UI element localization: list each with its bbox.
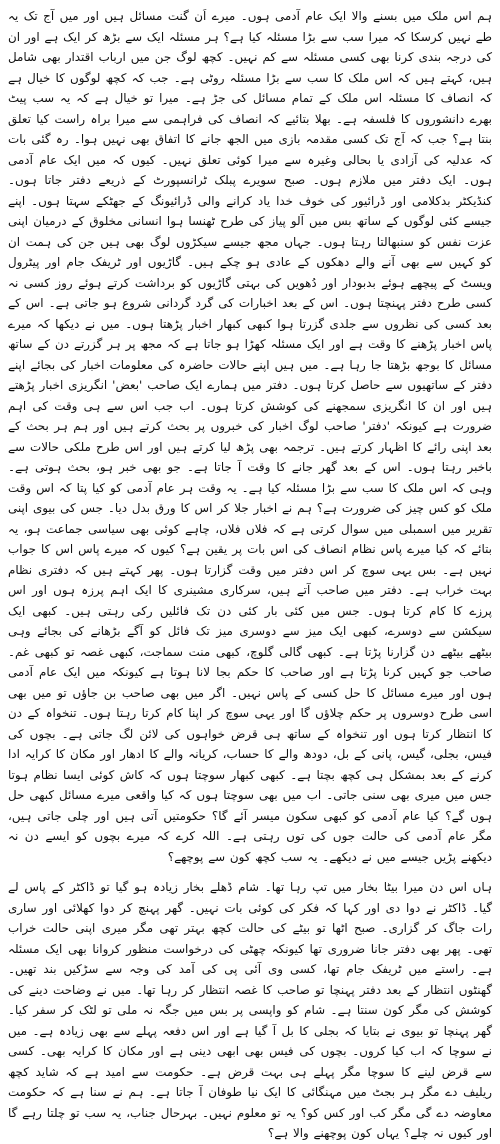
paragraph-1: ہم اس ملک میں بسنے والا ایک عام آدمی ہوں۔ میرے اَن گنت مسائل ہیں اور میں آج تک یہ طے نہیں کرسکا کہ میرا سب سے بڑا مسئلہ کیا ہے؟ ہر مسئلہ ایک سے بڑھ کر ایک ہے اور ان کی درجہ بندی کرنا بھی کسی مسئلہ سے کم نہیں۔ کچھ لوگ جن میں ارباب اقتدار بھی شامل ہیں، کہتے ہیں کہ اس ملک کا سب سے بڑا مسئلہ روٹی ہے۔ جب کہ کچھ لوگوں کا خیال ہے کہ انصاف کا مسئلہ اس ملک کے تمام مسائل کی جڑ ہے۔ میرا تو خیال ہے کہ یہ سب پیٹ بھرے دانشوروں کا فلسفہ ہے۔ بھلا بتائیے کہ انصاف کی فراہمی سے میرا براہ راست کیا تعلق بنتا ہے؟ جب کہ آج تک کسی مقدمہ بازی میں الجھ جانے کا اتفاق بھی نہیں ہوا۔ رہ گئی بات کہ عدلیہ کی آزادی یا بحالی وغیرہ سے میرا کوئی تعلق نہیں۔ کیوں کہ میں ایک عام آدمی ہوں۔ ایک دفتر میں ملازم ہوں۔ صبح سویرے پبلک ٹرانسپورٹ کے ذریعے دفتر جاتا ہوں۔ کنڈیکٹر بدکلامی اور ڈرائیور کی خوف خدا یاد کرانے والی ڈرائیونگ کے جھٹکے سہتا ہوں۔ اپنے جیسے کئی لوگوں کے ساتھ بس میں آلو پیاز کی طرح ٹھنسا ہوا انسانی مخلوق کے درمیان اپنی عزت نفس کو سنبھالتا رہتا ہوں۔ جہاں مجھ جیسے سیکڑوں لوگ بھی ہیں جن کی ہمت ان کو کہیں سے بھی آنے والے دھکوں کے عادی ہو چکے ہیں۔ گاڑیوں اور ٹریفک جام اور پیٹرول ویسٹ کے پیچھے ہوئے بدبودار اور دُھویں کی بہتی گاڑیوں کو برداشت کرتے ہوئے روز کسی نہ کسی طرح دفتر پہنچتا ہوں۔ اس کے بعد اخبارات کی گرد گردانی شروع ہو جاتی ہے۔ اس کے بعد کسی کی نظروں سے جلدی گزرتا ہوا کبھی کبھار اخبار پڑھتا ہوں۔ میں نے دیکھا کہ میرے پاس اخبار پڑھنے کا وقت ہے اور ایک مسئلہ کھڑا ہو جاتا ہے کہ مجھ پر ہر گزرتے دن کے ساتھ مسائل کا بوجھ بڑھتا جا رہا ہے۔ میں ہیں اپنے حالات حاضرہ کی معلومات اخبار کی بجائے اپنے دفتر کے ساتھیوں سے حاصل کرتا ہوں۔ دفتر میں ہمارے ایک صاحب 'بعض' انگریزی اخبار پڑھتے ہیں اور ان کا انگریزی سمجھنے کی کوشش کرتا ہوں۔ اب جب اس سے ہی وقت کی اہم ضرورت ہے کیونکہ 'دفتر' صاحب لوگ اخبار کی خبروں پر بحث کرتے ہیں اور ہم ہر بحث کے بعد اپنی رائے کا اظہار کرتے ہیں۔ ترجمہ بھی پڑھ لیا کرتے ہیں اور اس طرح ملکی حالات سے باخبر رہتا ہوں۔ اس کے بعد گھر جانے کا وقت آ جاتا ہے۔ جو بھی خبر ہو، بحث ہوتی ہے۔ وہی کہ اس ملک کا سب سے بڑا مسئلہ کیا ہے۔ یہ وقت ہر عام آدمی کو کیا پتا کہ اس وقت ملک کو کس چیز کی ضرورت ہے؟ ہم نے اخبار جلا کر اس کا ورق بدل دیا۔ جس کی بیوی اپنی تقریر میں اسمبلی میں سوال کرتی ہے کہ فلاں فلاں، چاہے کوئی بھی سیاسی جماعت ہو، یہ بتائے کہ کیا میرے پاس نظام انصاف کی اس بات پر یقین ہے؟ کیوں کہ میرے پاس اس کا جواب نہیں ہے۔ بس یہی سوچ کر اس دفتر میں وقت گزارتا ہوں۔ پھر کہتے ہیں کہ دفتری نظام بہت خراب ہے۔ دفتر میں صاحب آتے ہیں، سرکاری مشینری کا ایک اہم پرزہ ہوں اور اس پرزے کا کام کرتا ہوں۔ جس میں کئی بار کئی دن تک فائلیں رکی رہتی ہیں۔ کبھی ایک سیکشن سے دوسرے، کبھی ایک میز سے دوسری میز تک فائل کو آگے بڑھانے کی بجائے وہی بیٹھے بیٹھے دن گزارنا پڑتا ہے۔ کبھی گالی گلوچ، کبھی منت سماجت، کبھی غصہ تو کبھی غم۔ صاحب جو کہیں کرنا پڑتا ہے اور صاحب کا حکم بجا لانا ہوتا ہے کیونکہ میں ایک عام آدمی ہوں اور میرے مسائل کا حل کسی کے پاس نہیں۔ اگر میں بھی صاحب بن جاؤں تو میں بھی اسی طرح دوسروں پر حکم چلاؤں گا اور یہی سوچ کر اپنا کام کرتا رہتا ہوں۔ تنخواہ کے دن کا انتظار کرتا ہوں اور تنخواہ کے ساتھ ہی قرض خواہوں کی لائن لگ جاتی ہے۔ بچوں کی فیس، بجلی، گیس، پانی کے بل، دودھ والے کا حساب، کریانہ والے کا ادھار اور مکان کا کرایہ ادا کرنے کے بعد بمشکل ہی کچھ بچتا ہے۔ کبھی کبھار سوچتا ہوں کہ کاش کوئی ایسا نظام ہوتا جس میں میری بھی سنی جاتی۔ اب میں بھی سوچتا ہوں کہ کیا واقعی میرے مسائل کبھی حل ہوں گے؟ کیا عام آدمی کو کبھی سکون میسر آئے گا؟ حکومتیں آتی ہیں اور چلی جاتی ہیں، مگر عام آدمی کی حالت جوں کی توں رہتی ہے۔ اللہ کرے کہ میرے بچوں کو ایسے دن نہ دیکھنے پڑیں جیسے میں نے دیکھے۔ یہ سب کچھ کون سے پوچھے؟ bbox=[8, 9, 492, 864]
paragraph-2: ہاں اس دن میرا بیٹا بخار میں تپ رہا تھا۔ شام ڈھلے بخار زیادہ ہو گیا تو ڈاکٹر کے پاس لے گیا۔ ڈاکٹر نے دوا دی اور کہا کہ فکر کی کوئی بات نہیں۔ گھر پہنچ کر دوا کھلائی اور ساری رات جاگ کر گزاری۔ صبح اٹھا تو بیٹے کی حالت کچھ بہتر تھی مگر میری اپنی حالت خراب تھی۔ پھر بھی دفتر جانا ضروری تھا کیونکہ چھٹی کی درخواست منظور کروانا بھی ایک مسئلہ ہے۔ راستے میں ٹریفک جام تھا، کسی وی آئی پی کی آمد کی وجہ سے سڑکیں بند تھیں۔ گھنٹوں انتظار کے بعد دفتر پہنچا تو صاحب کا غصہ انتظار کر رہا تھا۔ میں نے وضاحت دینے کی کوشش کی مگر کون سنتا ہے۔ شام کو واپسی پر بس میں جگہ نہ ملی تو لٹک کر سفر کیا۔ گھر پہنچا تو بیوی نے بتایا کہ بجلی کا بل آ گیا ہے اور اس دفعہ پہلے سے بھی زیادہ ہے۔ میں نے سوچا کہ اب کیا کروں۔ بچوں کی فیس بھی ابھی دینی ہے اور مکان کا کرایہ بھی۔ کسی سے قرض لینے کا سوچا مگر پہلے ہی بہت قرض ہے۔ حکومت سے امید ہے کہ شاید کچھ ریلیف دے مگر ہر بجٹ میں مہنگائی کا ایک نیا طوفان آ جاتا ہے۔ ہم نے سنا ہے کہ حکومت معاوضہ دے گی مگر کب اور کس کو؟ یہ تو معلوم نہیں۔ بہرحال جناب، یہ سب تو چلتا رہے گا اور کیوں نہ چلے؟ یہاں کون پوچھنے والا ہے؟ bbox=[8, 880, 492, 1140]
